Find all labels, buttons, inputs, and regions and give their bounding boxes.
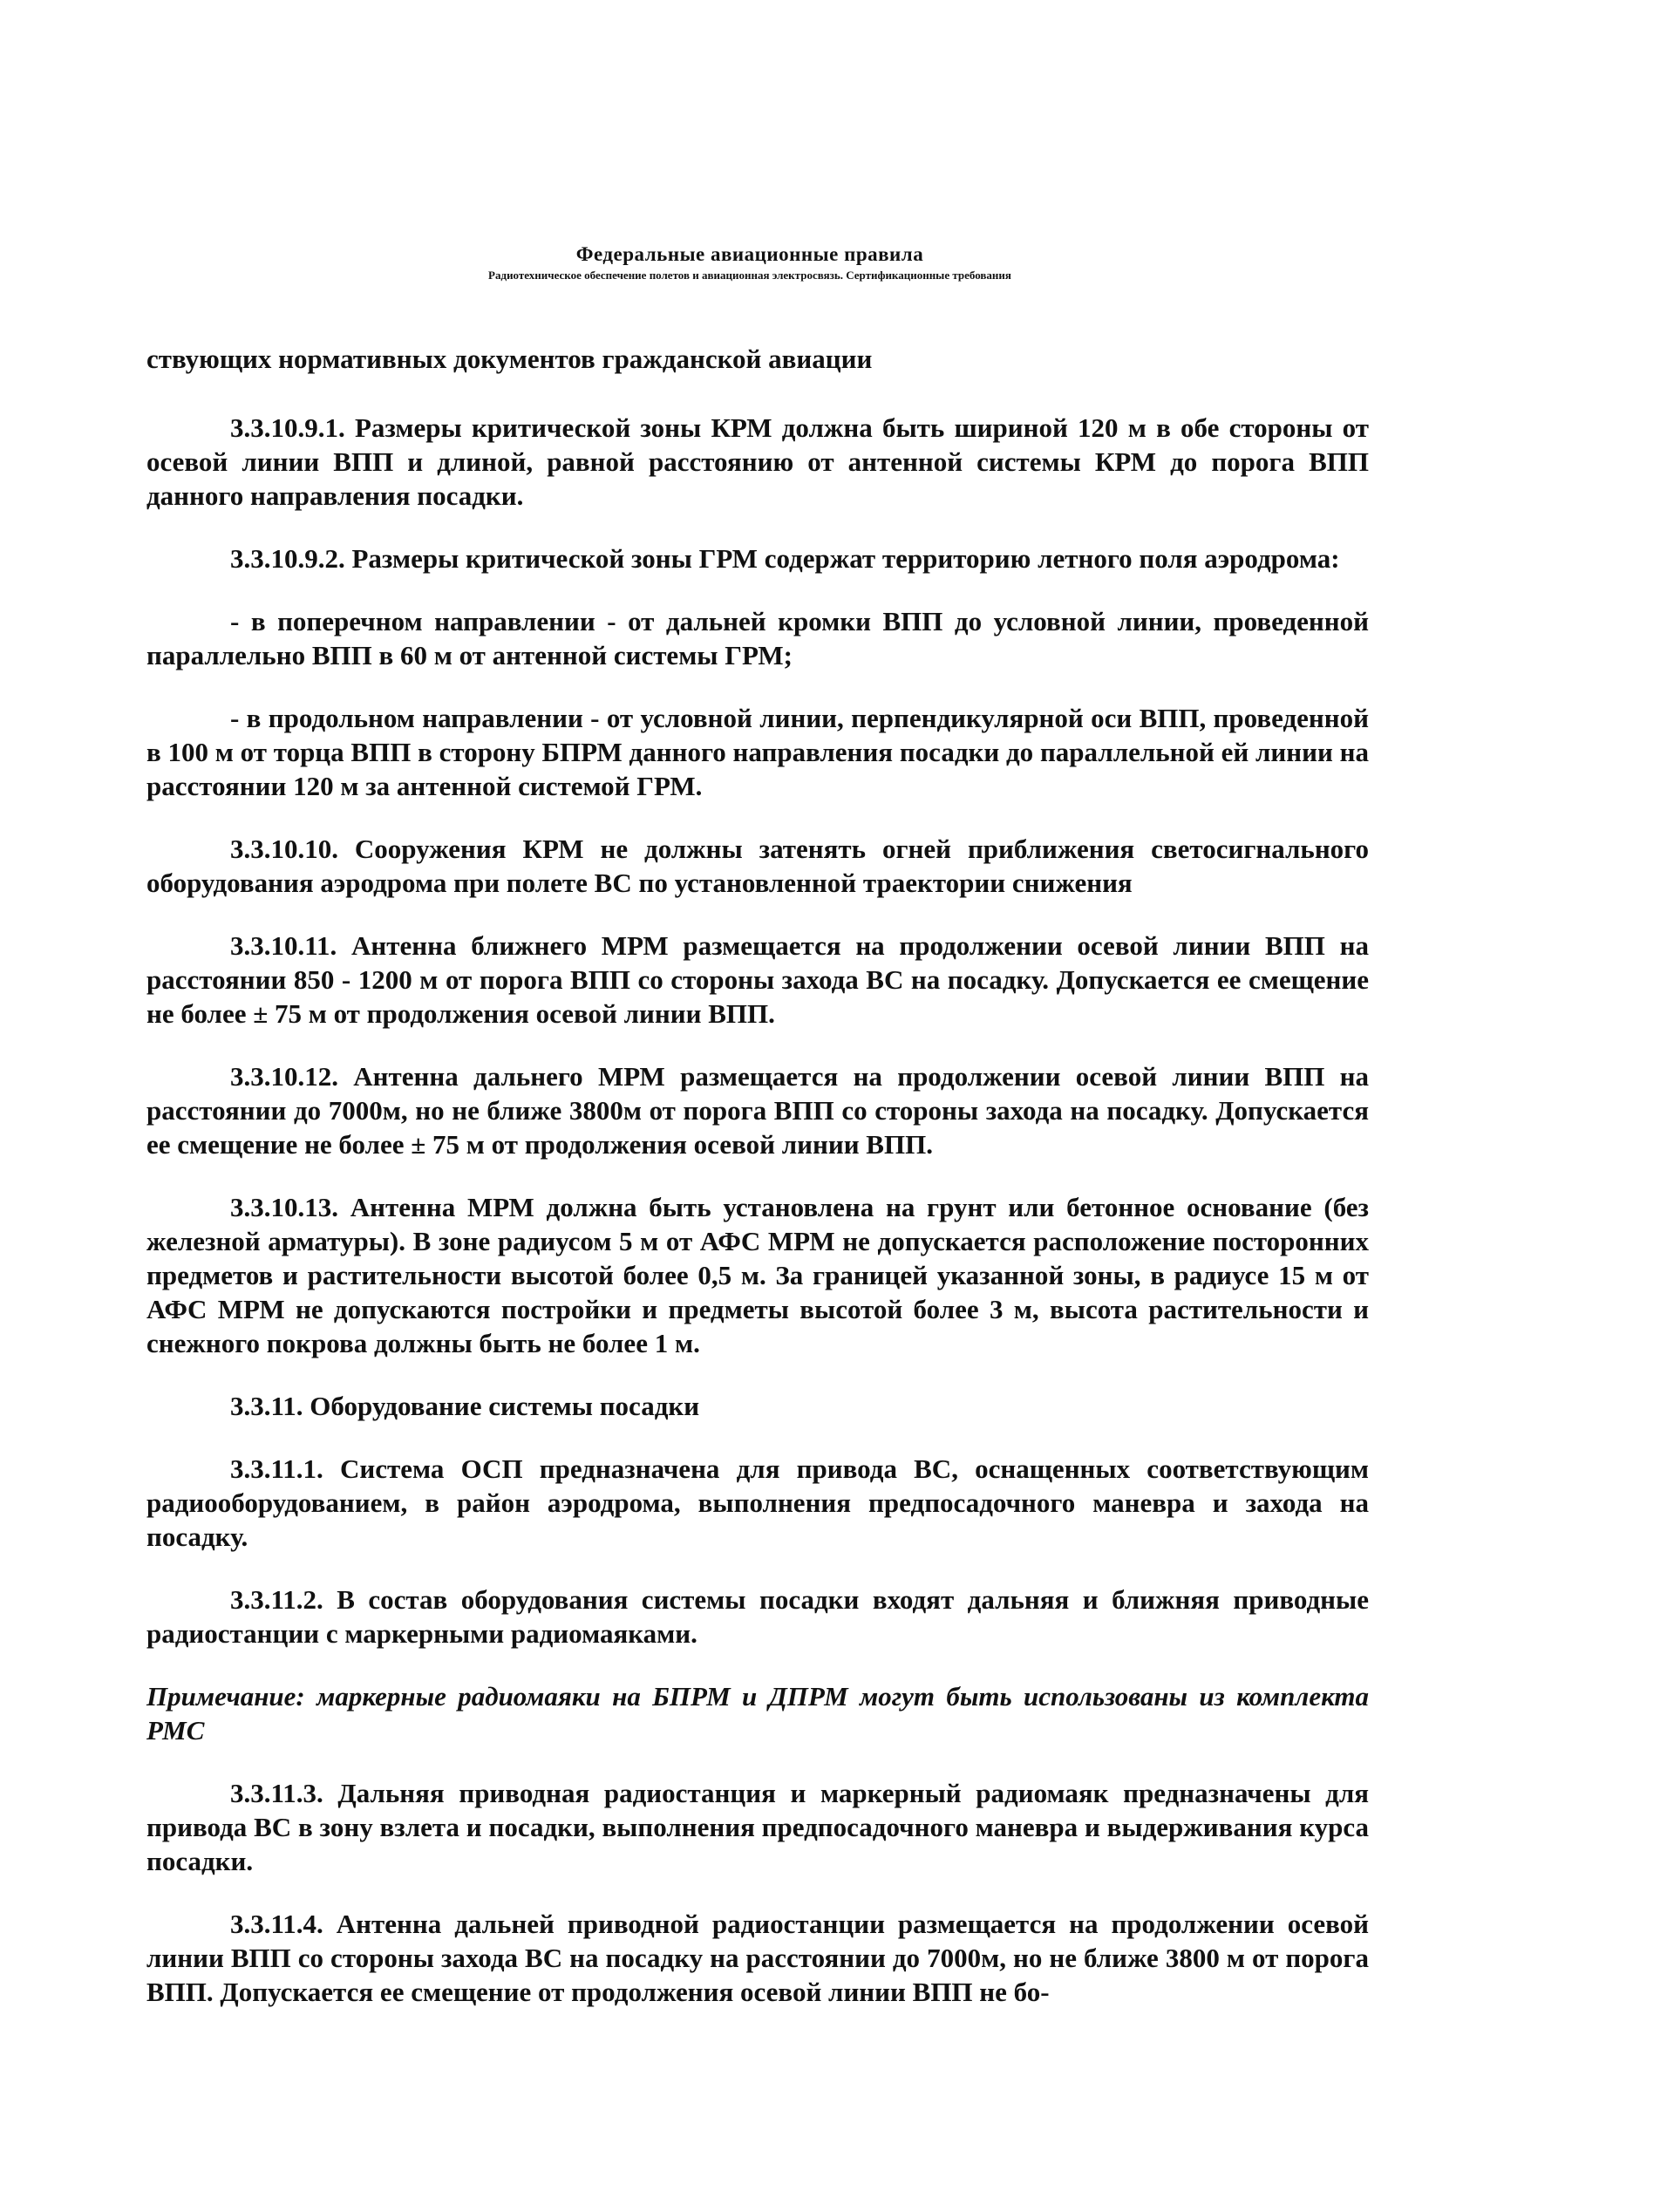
section-heading-3-3-11: 3.3.11. Оборудование системы посадки (230, 1391, 700, 1421)
paragraph-3-3-10-9-1: 3.3.10.9.1. Размеры критической зоны КРМ должна быть шириной 120 м в обе стороны от осевой линии ВПП и длиной, равной расстоянию от антенной системы КРМ до порога ВПП данного направления посадки. (146, 412, 1369, 511)
list-item-longitudinal: - в продольном направлении - от условной линии, перпендикулярной оси ВПП, проведенной в 100 м от торца ВПП в сторону БПРМ данного направления посадки до параллельной ей линии на расстоянии 120 м за антенной системой ГРМ. (146, 703, 1369, 801)
paragraph-3-3-10-9-2: 3.3.10.9.2. Размеры критической зоны ГРМ содержат территорию летного поля аэродрома: (230, 543, 1340, 574)
list-item-transverse: - в поперечном направлении - от дальней кромки ВПП до условной линии, проведенной параллельно ВПП в 60 м от антенной системы ГРМ; (146, 606, 1369, 670)
paragraph-3-3-10-13: 3.3.10.13. Антенна МРМ должна быть установлена на грунт или бетонное основание (без железной арматуры). В зоне радиусом 5 м от АФС МРМ не допускается расположение посторонних предметов и растительности высотой более 0,5 м. За границей указанной зоны, в радиусе 15 м от АФС МРМ не допускаются постройки и предметы высотой более 3 м, высота растительности и снежного покрова должны быть не более 1 м. (146, 1192, 1369, 1358)
header-subtitle: Радиотехническое обеспечение полетов и авиационная электросвязь. Сертификационные требования (488, 269, 1011, 282)
note-paragraph: Примечание: маркерные радиомаяки на БПРМ и ДПРМ могут быть использованы из комплекта РМС (146, 1681, 1369, 1746)
paragraph-3-3-10-10: 3.3.10.10. Сооружения КРМ не должны затенять огней приближения светосигнального оборудования аэродрома при полете ВС по установленной траектории снижения (146, 834, 1369, 898)
paragraph-3-3-10-12: 3.3.10.12. Антенна дальнего МРМ размещается на продолжении осевой линии ВПП на расстоянии до 7000м, но не ближе 3800м от порога ВПП со стороны захода на посадку. Допускается ее смещение не более ± 75 м от продолжения осевой линии ВПП. (146, 1061, 1369, 1160)
document-body (146, 342, 1369, 2038)
paragraph-3-3-11-4: 3.3.11.4. Антенна дальней приводной радиостанции размещается на продолжении осевой линии ВПП со стороны захода ВС на посадку на расстоянии до 7000м, но не ближе 3800 м от порога ВПП. Допускается ее смещение от продолжения осевой линии ВПП не бо- (146, 1909, 1369, 2007)
page-header (296, 242, 1203, 284)
paragraph-continuation: ствующих нормативных документов гражданской авиации (146, 344, 873, 374)
paragraph-3-3-11-2: 3.3.11.2. В состав оборудования системы посадки входят дальняя и ближняя приводные радиостанции с маркерными радиомаяками. (146, 1584, 1369, 1649)
paragraph-3-3-11-3: 3.3.11.3. Дальняя приводная радиостанция и маркерный радиомаяк предназначены для привода ВС в зону взлета и посадки, выполнения предпосадочного маневра и выдерживания курса посадки. (146, 1778, 1369, 1876)
paragraph-3-3-10-11: 3.3.10.11. Антенна ближнего МРМ размещается на продолжении осевой линии ВПП на расстоянии 850 - 1200 м от порога ВПП со стороны захода ВС на посадку. Допускается ее смещение не более ± 75 м от продолжения осевой линии ВПП. (146, 930, 1369, 1029)
paragraph-3-3-11-1: 3.3.11.1. Система ОСП предназначена для привода ВС, оснащенных соответствующим радиооборудованием, в район аэродрома, выполнения предпосадочного маневра и захода на посадку. (146, 1453, 1369, 1552)
header-title: Федеральные авиационные правила (575, 243, 924, 265)
